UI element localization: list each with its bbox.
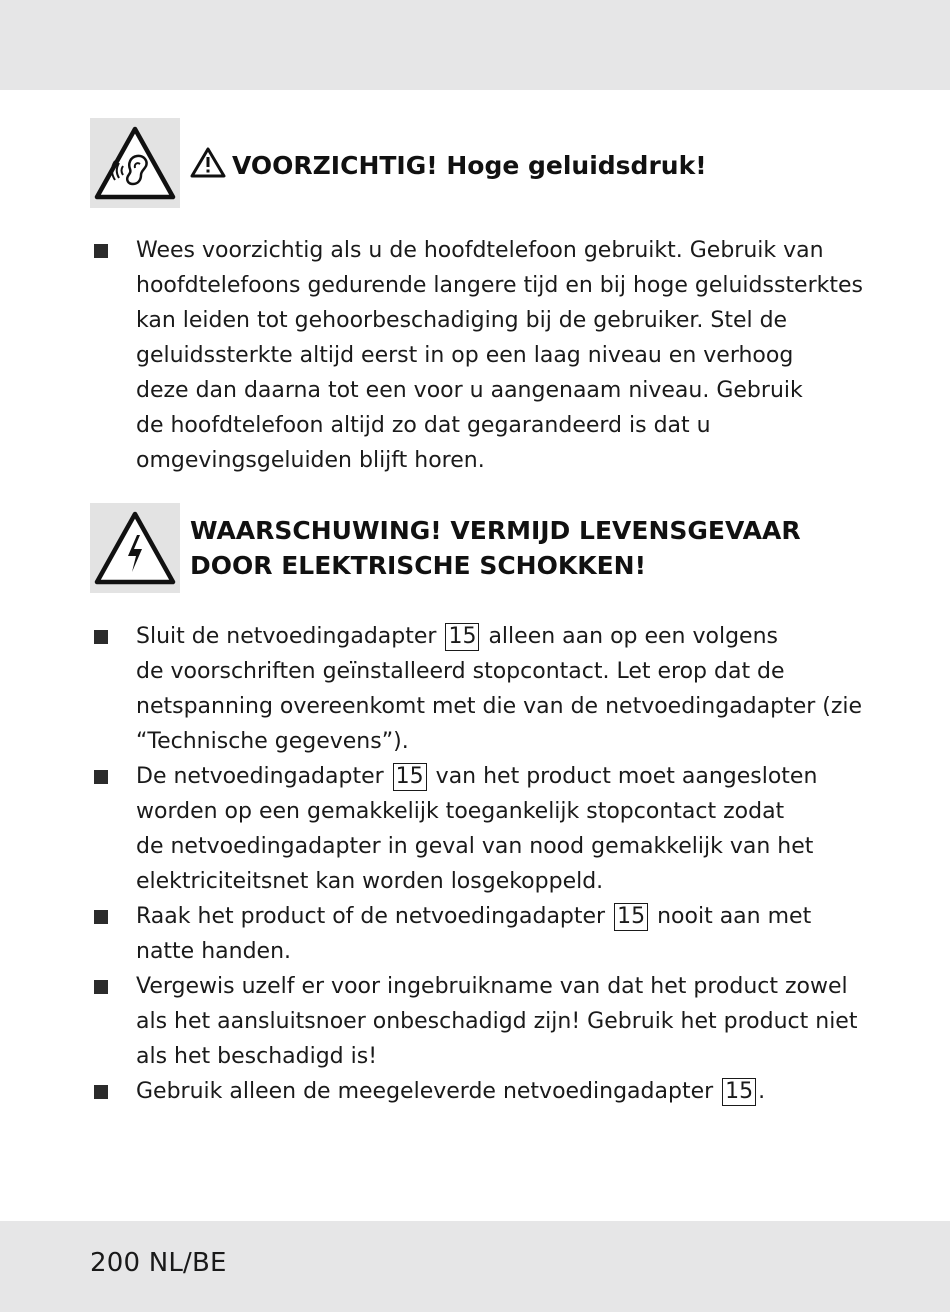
bullet-square-icon xyxy=(94,630,108,644)
text-line: kan leiden tot gehoorbeschadiging bij de gebruiker. Stel de xyxy=(136,308,788,333)
text-line: als het aansluitsnoer onbeschadigd zijn! Gebruik het product niet xyxy=(136,1009,858,1034)
warning-triangle-icon xyxy=(190,146,226,187)
reference-number: 15 xyxy=(722,1078,756,1106)
text-line: Gebruik alleen de meegeleverde netvoedingadapter 15 . xyxy=(136,1079,766,1104)
text-line: de voorschriften geïnstalleerd stopcontact. Let erop dat de xyxy=(136,659,785,684)
warning-heading-line: DOOR ELEKTRISCHE SCHOKKEN! xyxy=(190,551,647,580)
electric-warning-sign xyxy=(90,503,180,593)
list-item xyxy=(94,759,862,899)
warning-heading xyxy=(190,513,801,583)
text-line: worden op een gemakkelijk toegankelijk stopcontact zodat xyxy=(136,799,785,824)
text-line: de hoofdtelefoon altijd zo dat gegarandeerd is dat u xyxy=(136,413,711,438)
text-line: hoofdtelefoons gedurende langere tijd en bij hoge geluidssterktes xyxy=(136,273,863,298)
list-item xyxy=(94,1074,862,1109)
header-band xyxy=(0,0,950,90)
bullet-square-icon xyxy=(94,910,108,924)
caution-heading-text: VOORZICHTIG! Hoge geluidsdruk! xyxy=(232,151,707,180)
bullet-square-icon xyxy=(94,770,108,784)
bullet-square-icon xyxy=(94,1085,108,1099)
text-line: Vergewis uzelf er voor ingebruikname van dat het product zowel xyxy=(136,974,848,999)
caution-list xyxy=(94,233,863,478)
hearing-warning-icon xyxy=(93,124,177,202)
text-line: netspanning overeenkomt met die van de netvoedingadapter (zie xyxy=(136,694,863,719)
text-line: “Technische gegevens”). xyxy=(136,729,409,754)
list-item xyxy=(94,899,862,969)
text-line: Wees voorzichtig als u de hoofdtelefoon gebruikt. Gebruik van xyxy=(136,238,824,263)
text-line: elektriciteitsnet kan worden losgekoppeld. xyxy=(136,869,604,894)
text-line: als het beschadigd is! xyxy=(136,1044,378,1069)
electric-shock-warning-icon xyxy=(93,509,177,587)
bullet-square-icon xyxy=(94,244,108,258)
text-line: Sluit de netvoedingadapter 15 alleen aan op een volgens xyxy=(136,624,778,649)
reference-number: 15 xyxy=(614,903,648,931)
text-line: Raak het product of de netvoedingadapter 15 nooit aan met xyxy=(136,904,812,929)
text-line: natte handen. xyxy=(136,939,292,964)
caution-heading xyxy=(190,146,707,187)
text-line: de netvoedingadapter in geval van nood gemakkelijk van het xyxy=(136,834,814,859)
text-line: omgevingsgeluiden blijft horen. xyxy=(136,448,485,473)
bullet-square-icon xyxy=(94,980,108,994)
warning-heading-line: WAARSCHUWING! VERMIJD LEVENSGEVAAR xyxy=(190,516,801,545)
list-item xyxy=(94,969,862,1074)
reference-number: 15 xyxy=(445,623,479,651)
list-item xyxy=(94,619,862,759)
page-number: 200 NL/BE xyxy=(90,1248,227,1278)
text-line: geluidssterkte altijd eerst in op een laag niveau en verhoog xyxy=(136,343,794,368)
text-line: deze dan daarna tot een voor u aangenaam niveau. Gebruik xyxy=(136,378,803,403)
reference-number: 15 xyxy=(393,763,427,791)
text-line: De netvoedingadapter 15 van het product moet aangesloten xyxy=(136,764,818,789)
hearing-warning-sign xyxy=(90,118,180,208)
warning-list xyxy=(94,619,862,1109)
list-item xyxy=(94,233,863,478)
